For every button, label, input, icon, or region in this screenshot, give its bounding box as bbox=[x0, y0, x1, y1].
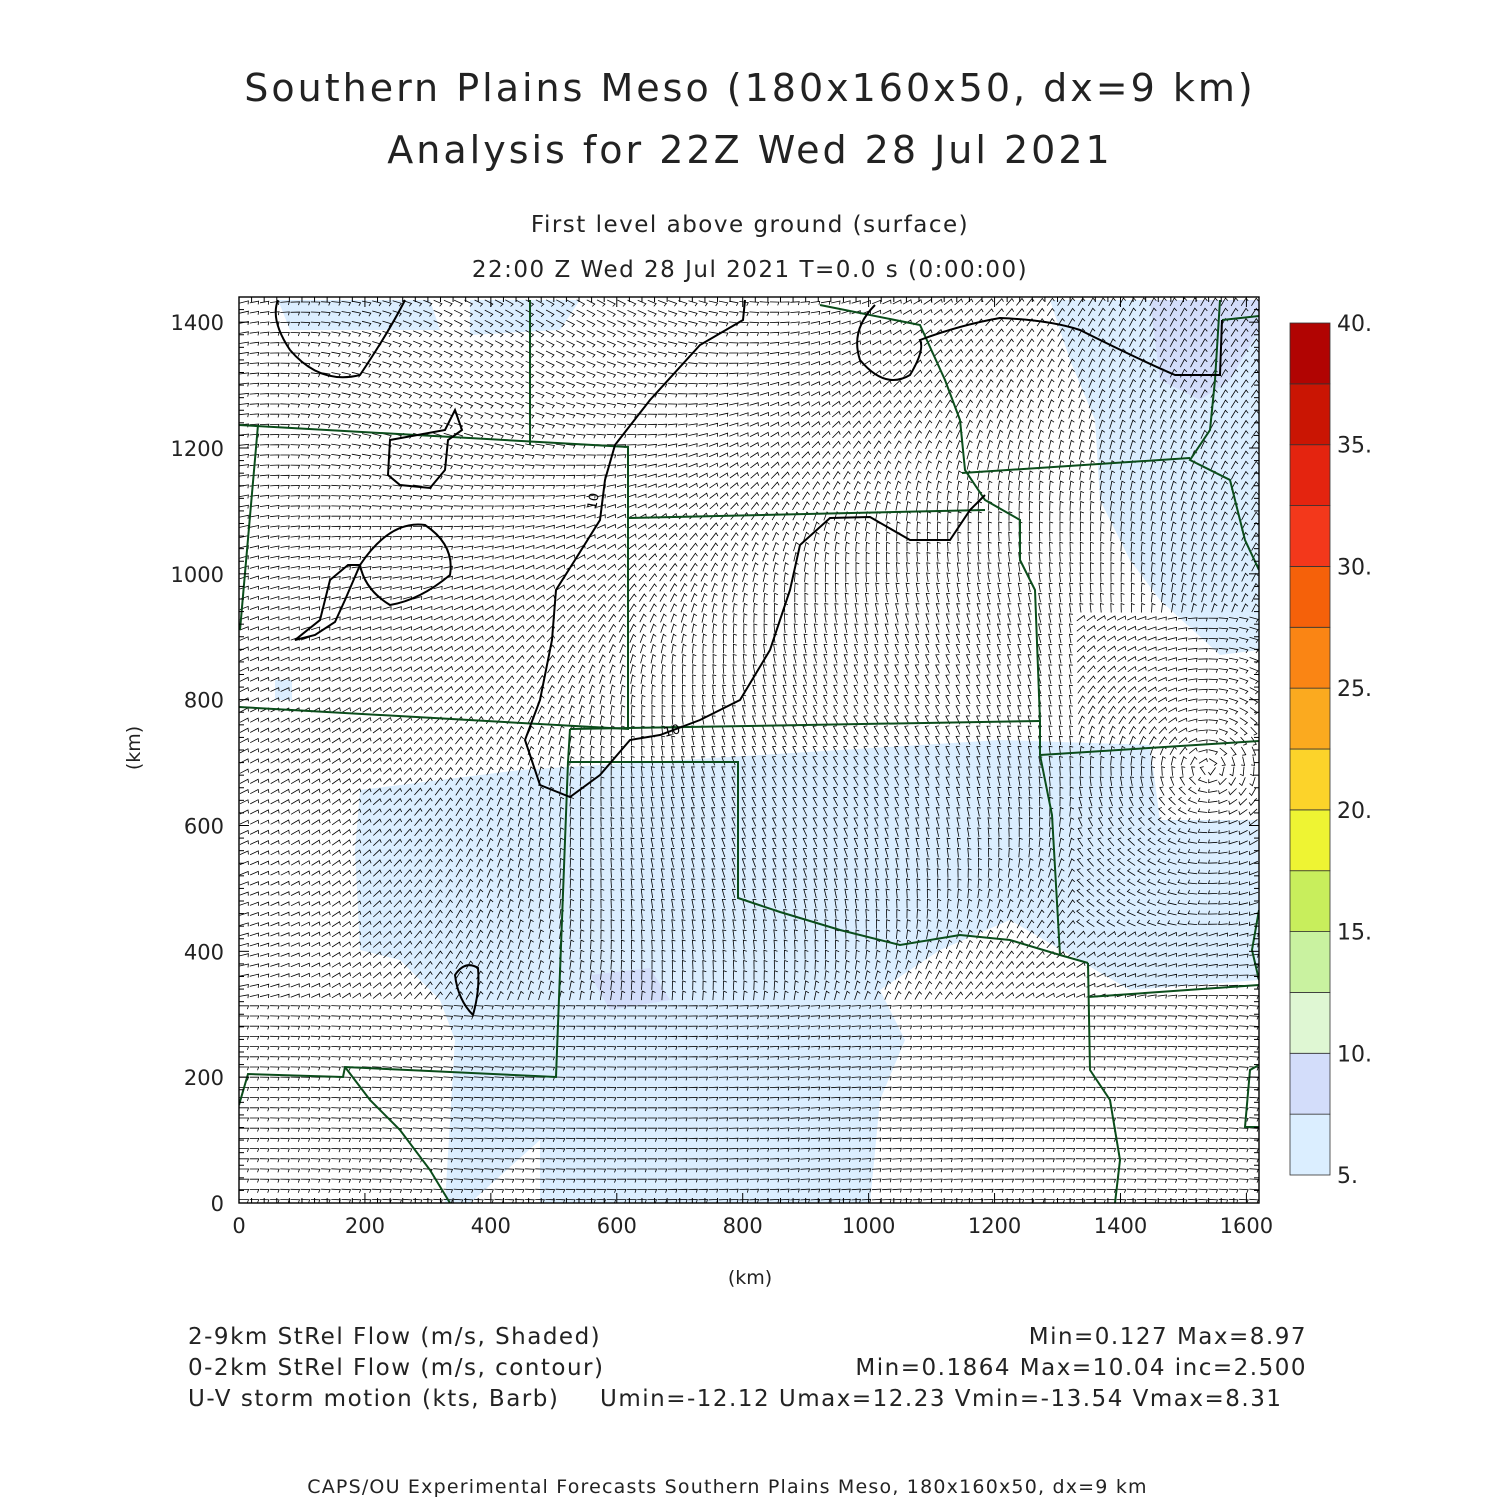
x-tick-label: 1400 bbox=[1093, 1214, 1148, 1238]
colorbar-level-label: 40. bbox=[1337, 312, 1372, 337]
x-tick-label: 200 bbox=[344, 1214, 385, 1238]
x-tick-label: 400 bbox=[470, 1214, 511, 1238]
colorbar-level-label: 35. bbox=[1337, 433, 1372, 459]
colorbar-swatch bbox=[1290, 627, 1330, 688]
x-tick-label: 800 bbox=[722, 1214, 763, 1238]
colorbar-level-label: 30. bbox=[1337, 555, 1372, 581]
colorbar-swatch bbox=[1290, 566, 1330, 627]
x-tick-label: 1200 bbox=[967, 1214, 1022, 1238]
colorbar-swatch bbox=[1290, 871, 1330, 932]
title-line-2: Analysis for 22Z Wed 28 Jul 2021 bbox=[387, 128, 1113, 172]
y-tick-label: 0 bbox=[210, 1192, 224, 1216]
y-tick-label: 1200 bbox=[170, 437, 224, 461]
colorbar-swatch bbox=[1290, 749, 1330, 810]
y-axis-label: (km) bbox=[123, 725, 145, 771]
y-tick-label: 200 bbox=[183, 1066, 224, 1091]
x-tick-label: 600 bbox=[596, 1214, 637, 1238]
x-tick-label: 0 bbox=[232, 1214, 246, 1238]
valid-time-label: 22:00 Z Wed 28 Jul 2021 T=0.0 s (0:00:00) bbox=[471, 257, 1029, 283]
colorbar-level-label: 20. bbox=[1337, 798, 1372, 824]
y-tick-label: 1400 bbox=[170, 311, 224, 336]
title-line-1: Southern Plains Meso (180x160x50, dx=9 km) bbox=[244, 66, 1256, 110]
y-tick-label: 800 bbox=[183, 688, 224, 713]
x-tick-label: 1600 bbox=[1219, 1214, 1274, 1238]
colorbar-level-label: 5. bbox=[1337, 1164, 1358, 1189]
legend-contour-label: 0-2km StRel Flow (m/s, contour) bbox=[188, 1355, 605, 1381]
credit-line: CAPS/OU Experimental Forecasts Southern Plains Meso, 180x160x50, dx=9 km bbox=[307, 1476, 1148, 1498]
colorbar-swatch bbox=[1290, 688, 1330, 749]
contour-label: 10 bbox=[585, 491, 603, 511]
colorbar-swatch bbox=[1290, 445, 1330, 506]
colorbar-swatch bbox=[1290, 810, 1330, 871]
contour-label: 10 bbox=[662, 722, 683, 741]
colorbar-swatch bbox=[1290, 1114, 1330, 1175]
legend-shaded-label: 2-9km StRel Flow (m/s, Shaded) bbox=[188, 1324, 602, 1350]
y-tick-label: 600 bbox=[183, 814, 224, 839]
colorbar-swatch bbox=[1290, 384, 1330, 445]
y-tick-label: 400 bbox=[183, 940, 224, 965]
colorbar-level-label: 25. bbox=[1337, 677, 1372, 703]
legend-contour-stats: Min=0.1864 Max=10.04 inc=2.500 bbox=[855, 1355, 1307, 1381]
x-tick-label: 1000 bbox=[841, 1214, 896, 1238]
legend-shaded-stats: Min=0.127 Max=8.97 bbox=[1028, 1324, 1307, 1350]
colorbar-swatch bbox=[1290, 323, 1330, 384]
x-axis-label: (km) bbox=[727, 1267, 773, 1289]
colorbar-swatch bbox=[1290, 992, 1330, 1053]
colorbar bbox=[1290, 323, 1330, 1175]
legend-barb-stats: Umin=-12.12 Umax=12.23 Vmin=-13.54 Vmax=8.31 bbox=[600, 1386, 1283, 1412]
colorbar-swatch bbox=[1290, 506, 1330, 567]
colorbar-level-label: 10. bbox=[1337, 1042, 1372, 1068]
colorbar-swatch bbox=[1290, 1053, 1330, 1114]
level-label: First level above ground (surface) bbox=[530, 212, 970, 238]
y-tick-label: 1000 bbox=[170, 562, 224, 587]
colorbar-level-label: 15. bbox=[1337, 920, 1372, 946]
colorbar-swatch bbox=[1290, 932, 1330, 993]
legend-barb-label: U-V storm motion (kts, Barb) bbox=[188, 1386, 560, 1412]
colorbar-labels bbox=[1337, 312, 1372, 1189]
